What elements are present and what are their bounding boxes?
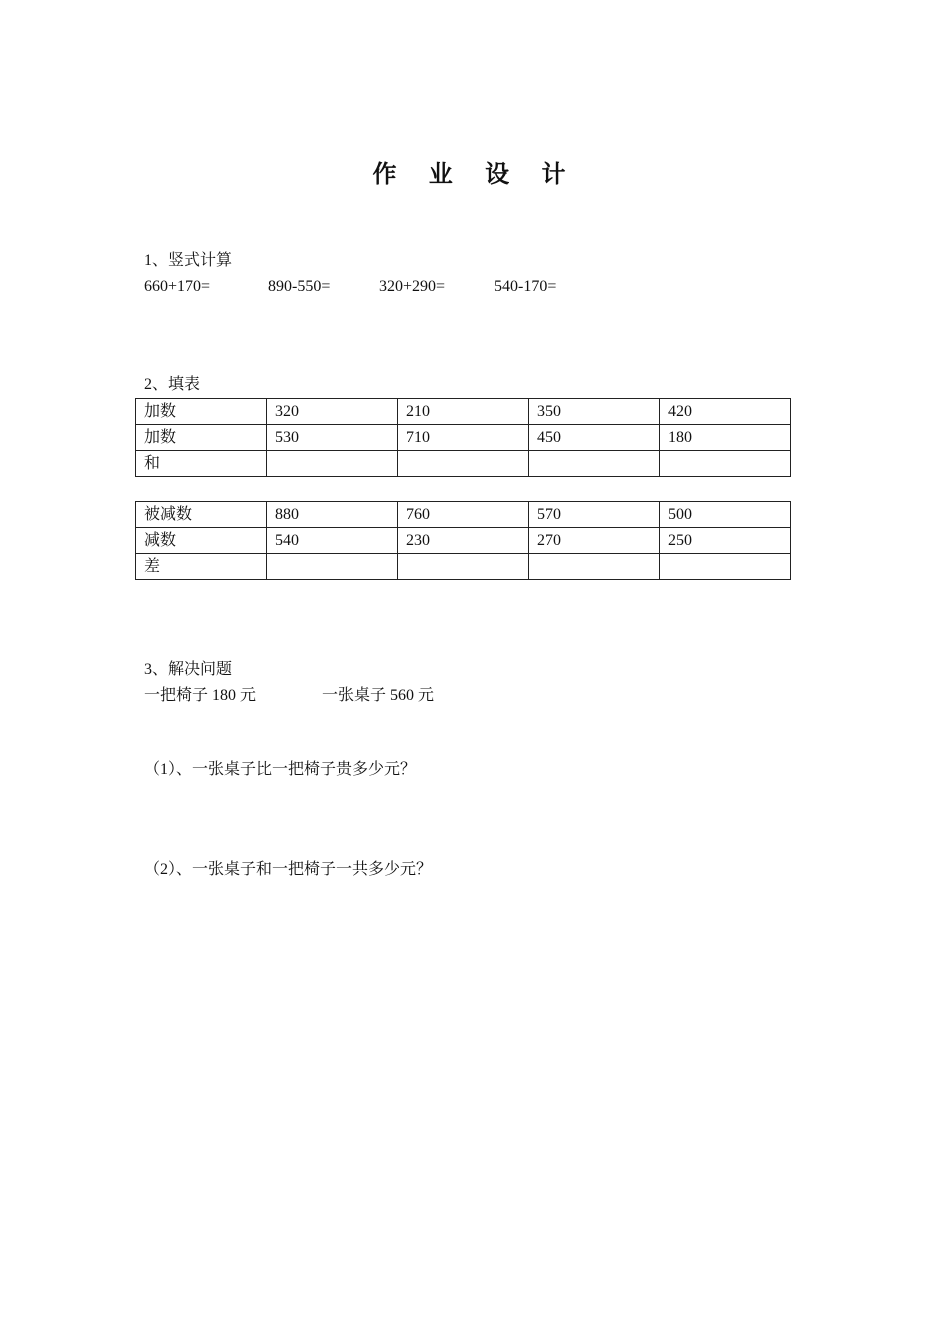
table-cell: 540 bbox=[267, 528, 398, 554]
table-row bbox=[136, 502, 791, 528]
table-row bbox=[136, 528, 791, 554]
section3-heading: 3、解决问题 bbox=[144, 661, 233, 678]
table-row bbox=[136, 399, 791, 425]
question-2: （2）、一张桌子和一把椅子一共多少元？ bbox=[144, 861, 433, 878]
answer-cell bbox=[529, 451, 660, 477]
addition-table bbox=[135, 398, 791, 477]
table-cell: 530 bbox=[267, 425, 398, 451]
answer-cell bbox=[267, 554, 398, 580]
table-cell: 710 bbox=[398, 425, 529, 451]
subtraction-table bbox=[135, 501, 791, 580]
table-cell: 420 bbox=[660, 399, 791, 425]
given-chair-price: 一把椅子 180 元 bbox=[144, 687, 257, 704]
table-cell: 760 bbox=[398, 502, 529, 528]
answer-cell bbox=[267, 451, 398, 477]
table-cell: 350 bbox=[529, 399, 660, 425]
table-cell: 和 bbox=[136, 451, 267, 477]
problem-3: 320+290= bbox=[379, 278, 446, 295]
section1-heading: 1、竖式计算 bbox=[144, 252, 233, 269]
problem-2: 890-550= bbox=[268, 278, 331, 295]
table-cell: 500 bbox=[660, 502, 791, 528]
answer-cell bbox=[660, 451, 791, 477]
answer-cell bbox=[529, 554, 660, 580]
table-cell: 230 bbox=[398, 528, 529, 554]
page-title: 作 业 设 计 bbox=[372, 160, 578, 188]
table-cell: 加数 bbox=[136, 425, 267, 451]
table-cell: 加数 bbox=[136, 399, 267, 425]
table-row bbox=[136, 451, 791, 477]
answer-cell bbox=[398, 451, 529, 477]
table-cell: 450 bbox=[529, 425, 660, 451]
table-cell: 差 bbox=[136, 554, 267, 580]
table-cell: 270 bbox=[529, 528, 660, 554]
table-cell: 180 bbox=[660, 425, 791, 451]
table-cell: 320 bbox=[267, 399, 398, 425]
table-cell: 880 bbox=[267, 502, 398, 528]
answer-cell bbox=[398, 554, 529, 580]
problem-4: 540-170= bbox=[494, 278, 557, 295]
table-cell: 250 bbox=[660, 528, 791, 554]
question-1: （1）、一张桌子比一把椅子贵多少元？ bbox=[144, 761, 417, 778]
table-cell: 570 bbox=[529, 502, 660, 528]
table-cell: 被减数 bbox=[136, 502, 267, 528]
given-desk-price: 一张桌子 560 元 bbox=[322, 687, 435, 704]
section2-heading: 2、填表 bbox=[144, 376, 201, 393]
table-row bbox=[136, 425, 791, 451]
problem-1: 660+170= bbox=[144, 278, 211, 295]
table-row bbox=[136, 554, 791, 580]
table-cell: 减数 bbox=[136, 528, 267, 554]
answer-cell bbox=[660, 554, 791, 580]
table-cell: 210 bbox=[398, 399, 529, 425]
